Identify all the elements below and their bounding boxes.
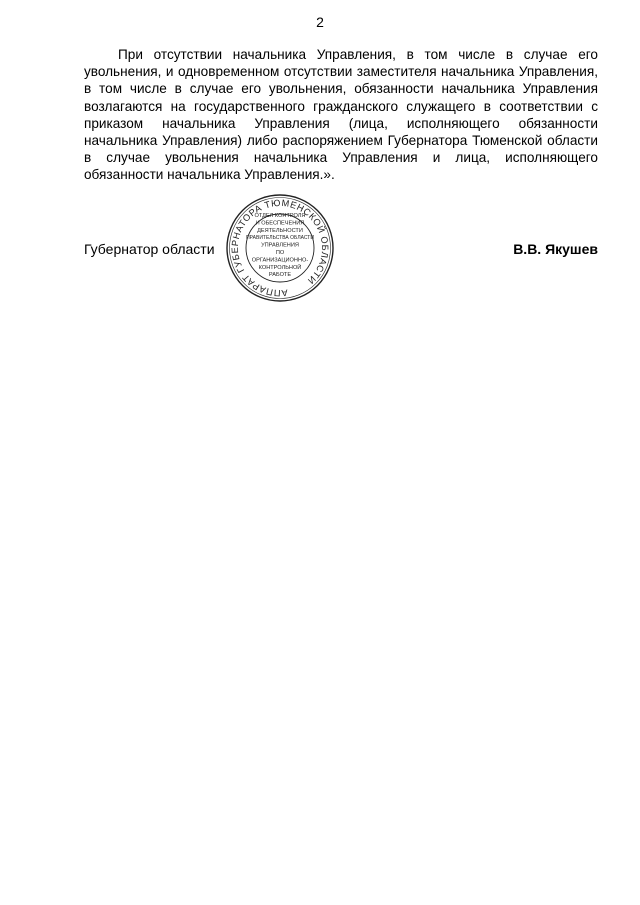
signature-block <box>84 241 598 264</box>
seal-center-line: И ОБЕСПЕЧЕНИЯ <box>255 220 305 227</box>
body-paragraph: При отсутствии начальника Управления, в том числе в случае его увольнения, и одновременном отсутствии заместителя начальника Управления, в том числе в случае его увольнения, обязанности начальника Управления возлагаются на государственного гражданского служащего в соответствии с приказом начальника Управления (лица, исполняющего обязанности начальника Управления) либо распоряжением Губернатора Тюменской области в случае увольнения начальника Управления и лица, исполняющего обязанности начальника Управления.». <box>84 47 598 183</box>
seal-ring-text: АППАРАТ ГУБЕРНАТОРА ТЮМЕНСКОЙ ОБЛАСТИ <box>229 197 331 299</box>
signer-name: В.В. Якушев <box>513 241 598 257</box>
seal-center-line: ДЕЯТЕЛЬНОСТИ <box>257 227 303 234</box>
seal-center-line: ОТДЕЛ КОНТРОЛЯ <box>254 213 306 219</box>
seal-center-line: ОРГАНИЗАЦИОННО- <box>251 257 309 264</box>
seal-center-line: ПО <box>275 250 285 256</box>
page-number: 2 <box>316 14 324 30</box>
seal-center-text <box>246 213 314 278</box>
signer-title: Губернатор области <box>84 241 215 257</box>
seal-center-line: КОНТРОЛЬНОЙ <box>258 264 302 271</box>
official-seal-stamp <box>224 192 336 304</box>
seal-center-line: ПРАВИТЕЛЬСТВА ОБЛАСТИ <box>246 235 314 242</box>
seal-icon <box>224 192 336 304</box>
seal-center-line: РАБОТЕ <box>268 272 292 279</box>
seal-center-line: УПРАВЛЕНИЯ <box>261 242 299 249</box>
